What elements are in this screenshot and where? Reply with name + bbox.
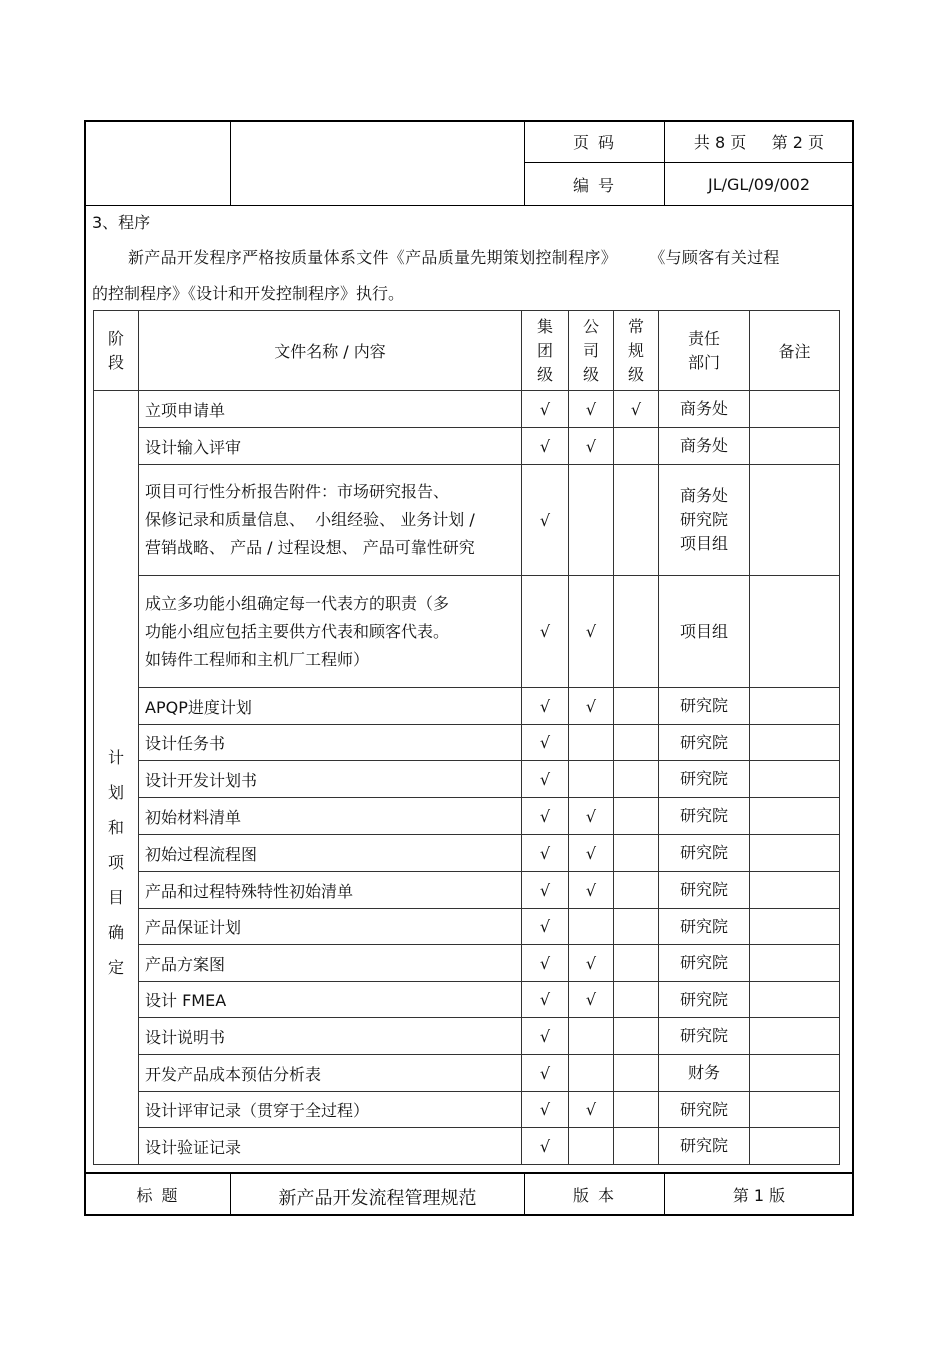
page-label: 页 码 xyxy=(572,133,617,152)
row-dept-line: 研究院 xyxy=(679,510,728,529)
footer-version-label: 版 本 xyxy=(572,1186,617,1205)
row-dept xyxy=(659,465,750,576)
table-row xyxy=(94,576,840,688)
row-name xyxy=(139,576,522,688)
row-company xyxy=(569,1128,614,1165)
row-dept: 研究院 xyxy=(659,982,750,1018)
row-routine xyxy=(614,872,659,909)
table-row xyxy=(94,909,840,945)
row-group: √ xyxy=(522,945,569,982)
row-remark xyxy=(750,391,840,428)
header-stage: 阶段 xyxy=(94,311,139,391)
table-row xyxy=(94,391,840,428)
row-company: √ xyxy=(569,391,614,428)
row-name-line: 营销战略、 产品 / 过程设想、 产品可靠性研究 xyxy=(145,538,475,557)
row-group: √ xyxy=(522,465,569,576)
header-name: 文件名称 / 内容 xyxy=(139,311,522,391)
row-routine xyxy=(614,982,659,1018)
row-name: 设计 FMEA xyxy=(139,982,522,1018)
row-company xyxy=(569,1055,614,1092)
row-remark xyxy=(750,688,840,725)
stage-label: 计划和项目确定 xyxy=(108,748,125,977)
table-row xyxy=(94,835,840,872)
footer-title-label: 标 题 xyxy=(136,1186,180,1205)
header-bottom-line xyxy=(84,205,854,206)
row-group: √ xyxy=(522,576,569,688)
row-group: √ xyxy=(522,909,569,945)
row-name: 设计验证记录 xyxy=(139,1128,522,1165)
row-routine xyxy=(614,1055,659,1092)
footer-version-value: 第 1 版 xyxy=(732,1186,786,1205)
row-remark xyxy=(750,761,840,798)
table-header-row xyxy=(94,311,840,391)
row-group: √ xyxy=(522,688,569,725)
row-routine xyxy=(614,1128,659,1165)
row-routine xyxy=(614,798,659,835)
row-routine xyxy=(614,909,659,945)
row-group: √ xyxy=(522,835,569,872)
row-name-line: 保修记录和质量信息、 小组经验、 业务计划 / xyxy=(145,510,475,529)
row-company: √ xyxy=(569,835,614,872)
row-dept: 研究院 xyxy=(659,1128,750,1165)
row-group: √ xyxy=(522,1092,569,1128)
stage-cell xyxy=(94,391,139,1165)
row-name-line: 如铸件工程师和主机厂工程师） xyxy=(145,649,370,669)
table-row xyxy=(94,688,840,725)
header-company: 公司级 xyxy=(569,311,614,391)
table-row xyxy=(94,761,840,798)
row-remark xyxy=(750,798,840,835)
table-row xyxy=(94,1018,840,1055)
row-name: 设计评审记录（贯穿于全过程） xyxy=(139,1092,522,1128)
table-row xyxy=(94,798,840,835)
code-value-cell xyxy=(665,163,853,205)
row-name-line: 成立多功能小组确定每一代表方的职责（多 xyxy=(145,593,450,613)
header-divider xyxy=(230,120,231,206)
row-name: 开发产品成本预估分析表 xyxy=(139,1055,522,1092)
row-dept: 财务 xyxy=(659,1055,750,1092)
table-row xyxy=(94,725,840,761)
row-name-line: 项目可行性分析报告附件：市场研究报告、 xyxy=(145,482,450,501)
row-remark xyxy=(750,909,840,945)
row-remark xyxy=(750,428,840,465)
row-dept: 研究院 xyxy=(659,872,750,909)
table-row xyxy=(94,428,840,465)
row-routine xyxy=(614,945,659,982)
row-name-line: 功能小组应包括主要供方代表和顾客代表。 xyxy=(145,621,450,641)
row-group: √ xyxy=(522,1128,569,1165)
row-group: √ xyxy=(522,428,569,465)
row-company: √ xyxy=(569,576,614,688)
code-label-cell xyxy=(525,163,664,205)
row-company xyxy=(569,761,614,798)
row-company xyxy=(569,465,614,576)
row-company: √ xyxy=(569,688,614,725)
row-routine xyxy=(614,761,659,798)
footer-version-label-cell xyxy=(525,1174,664,1215)
row-company: √ xyxy=(569,945,614,982)
row-remark xyxy=(750,1018,840,1055)
row-company xyxy=(569,909,614,945)
row-dept: 商务处 xyxy=(659,428,750,465)
row-name: APQP进度计划 xyxy=(139,688,522,725)
row-dept: 研究院 xyxy=(659,835,750,872)
row-name: 设计输入评审 xyxy=(139,428,522,465)
row-remark xyxy=(750,1055,840,1092)
row-remark xyxy=(750,576,840,688)
footer-title-label-cell xyxy=(86,1174,230,1215)
row-dept-line: 项目组 xyxy=(679,534,728,553)
row-company: √ xyxy=(569,1092,614,1128)
paragraph-line-1: 新产品开发程序严格按质量体系文件《产品质量先期策划控制程序》 《与顾客有关过程 xyxy=(128,248,780,267)
row-name: 设计任务书 xyxy=(139,725,522,761)
row-company: √ xyxy=(569,872,614,909)
row-dept: 商务处 xyxy=(659,391,750,428)
row-remark xyxy=(750,465,840,576)
row-group: √ xyxy=(522,982,569,1018)
row-remark xyxy=(750,982,840,1018)
row-dept: 研究院 xyxy=(659,798,750,835)
row-routine xyxy=(614,1018,659,1055)
table-row xyxy=(94,1128,840,1165)
row-routine xyxy=(614,835,659,872)
row-name xyxy=(139,465,522,576)
row-group: √ xyxy=(522,725,569,761)
table-row xyxy=(94,945,840,982)
row-remark xyxy=(750,1128,840,1165)
page-value-cell xyxy=(665,121,853,162)
row-dept: 项目组 xyxy=(659,576,750,688)
code-value: JL/GL/09/002 xyxy=(707,174,810,194)
row-name: 产品和过程特殊特性初始清单 xyxy=(139,872,522,909)
row-name: 立项申请单 xyxy=(139,391,522,428)
header-dept: 责任部门 xyxy=(659,311,750,391)
row-name: 产品方案图 xyxy=(139,945,522,982)
row-group: √ xyxy=(522,872,569,909)
row-name: 产品保证计划 xyxy=(139,909,522,945)
row-company: √ xyxy=(569,798,614,835)
code-label: 编 号 xyxy=(572,175,617,195)
row-dept: 研究院 xyxy=(659,1092,750,1128)
page-value: 共 8 页 第 2 页 xyxy=(693,133,825,152)
row-routine xyxy=(614,576,659,688)
row-company: √ xyxy=(569,428,614,465)
header-remark: 备注 xyxy=(750,311,840,391)
row-group: √ xyxy=(522,1018,569,1055)
row-dept: 研究院 xyxy=(659,688,750,725)
row-routine xyxy=(614,688,659,725)
row-name: 初始过程流程图 xyxy=(139,835,522,872)
row-routine xyxy=(614,428,659,465)
row-remark xyxy=(750,872,840,909)
header-routine: 常规级 xyxy=(614,311,659,391)
table-row xyxy=(94,872,840,909)
row-remark xyxy=(750,945,840,982)
footer-version-value-cell xyxy=(665,1174,853,1215)
row-remark xyxy=(750,835,840,872)
row-group: √ xyxy=(522,798,569,835)
row-remark xyxy=(750,1092,840,1128)
row-dept-line: 商务处 xyxy=(679,486,728,505)
row-company xyxy=(569,725,614,761)
row-remark xyxy=(750,725,840,761)
row-routine xyxy=(614,465,659,576)
page-label-cell xyxy=(525,121,664,162)
table-row xyxy=(94,1092,840,1128)
row-name: 初始材料清单 xyxy=(139,798,522,835)
footer-title-value: 新产品开发流程管理规范 xyxy=(278,1187,477,1209)
table-row xyxy=(94,465,840,576)
row-dept: 研究院 xyxy=(659,1018,750,1055)
paragraph-line-2: 的控制程序》《设计和开发控制程序》执行。 xyxy=(92,284,405,303)
row-name: 设计开发计划书 xyxy=(139,761,522,798)
row-routine xyxy=(614,725,659,761)
row-dept: 研究院 xyxy=(659,761,750,798)
table-row xyxy=(94,1055,840,1092)
table-row xyxy=(94,982,840,1018)
row-group: √ xyxy=(522,761,569,798)
row-company: √ xyxy=(569,982,614,1018)
row-group: √ xyxy=(522,391,569,428)
row-name: 设计说明书 xyxy=(139,1018,522,1055)
row-dept: 研究院 xyxy=(659,909,750,945)
footer-title-value-cell xyxy=(231,1176,524,1217)
header-group: 集团级 xyxy=(522,311,569,391)
row-routine xyxy=(614,1092,659,1128)
row-group: √ xyxy=(522,1055,569,1092)
row-dept: 研究院 xyxy=(659,725,750,761)
procedure-table xyxy=(93,310,840,1165)
section-heading: 3、程序 xyxy=(92,213,151,232)
row-dept: 研究院 xyxy=(659,945,750,982)
row-routine: √ xyxy=(614,391,659,428)
row-company xyxy=(569,1018,614,1055)
